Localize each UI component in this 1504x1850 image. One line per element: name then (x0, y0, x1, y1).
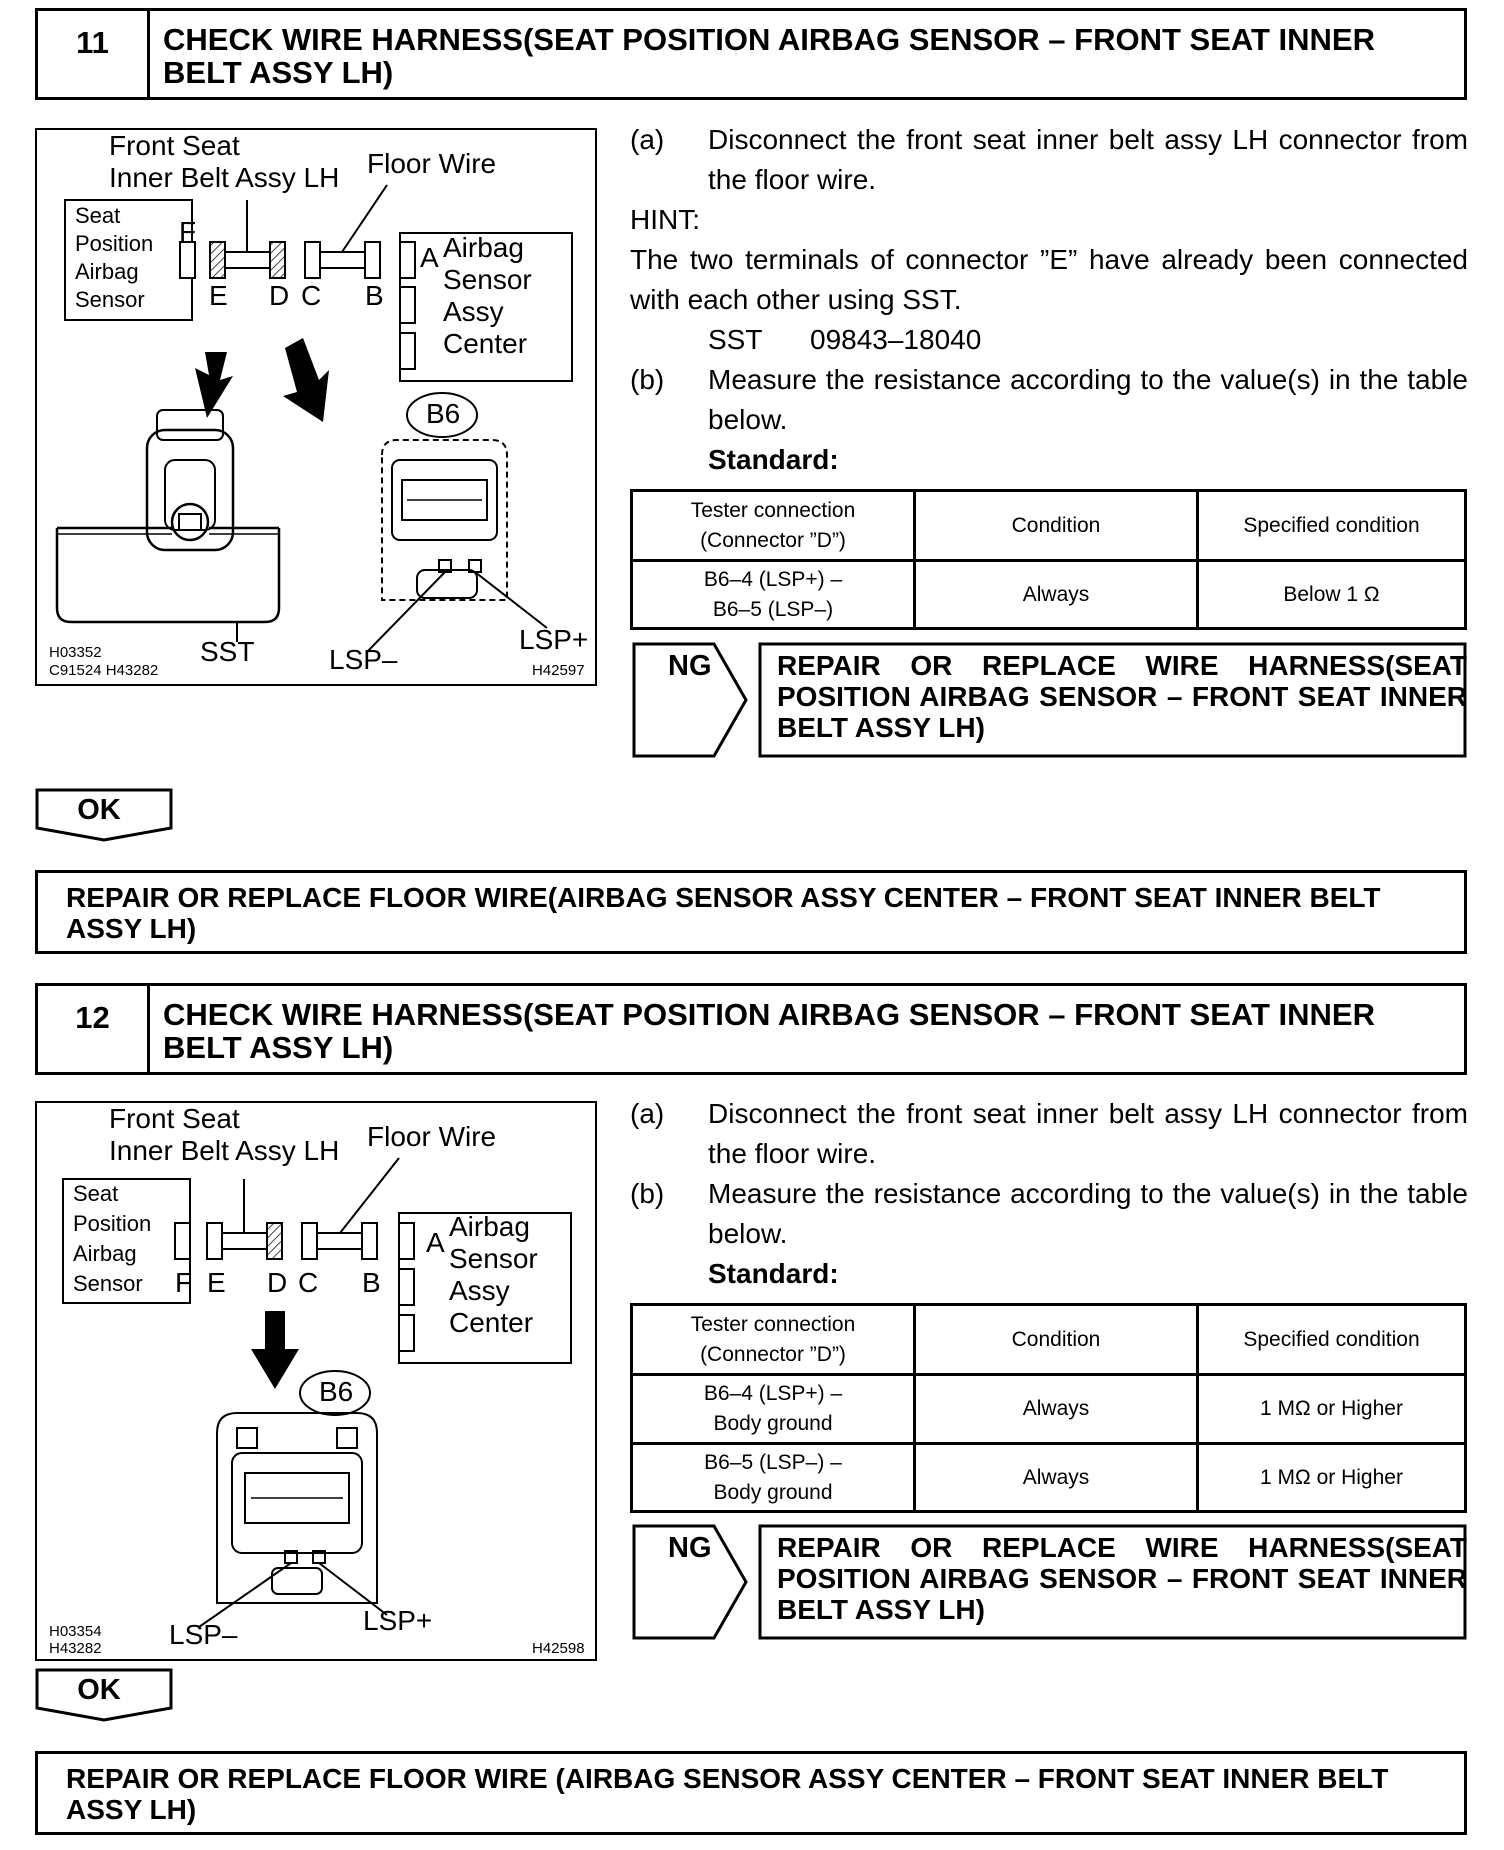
cell-spec: Below 1 Ω (1198, 561, 1466, 629)
ng-result-box (632, 642, 1467, 758)
cell-condition: Always (915, 1444, 1198, 1512)
step-11-figure (35, 128, 597, 686)
step-b-text: Measure the resistance according to the value(s) in the table below. (708, 364, 1468, 435)
label-floor-wire: Floor Wire (367, 148, 497, 179)
label-airbag-center: Airbag Sensor Assy Center (443, 232, 532, 359)
label-connector-b6: B6 (426, 398, 461, 429)
cell-connection: B6–4 (LSP+) – Body ground (632, 1375, 915, 1444)
step-title: CHECK WIRE HARNESS(SEAT POSITION AIRBAG SENSOR – FRONT SEAT INNER BELT ASSY LH) (163, 997, 1375, 1065)
ok-label: OK (77, 1674, 121, 1706)
ng-label: NG (668, 1532, 712, 1564)
step-a-label: (a) (630, 124, 665, 155)
step-title: CHECK WIRE HARNESS(SEAT POSITION AIRBAG SENSOR – FRONT SEAT INNER BELT ASSY LH) (163, 22, 1375, 90)
label-conn-c: C (301, 280, 322, 311)
step-12-header (35, 983, 1467, 1075)
label-conn-f: F (175, 1267, 193, 1298)
header-condition: Condition (915, 491, 1198, 561)
label-conn-c: C (298, 1267, 319, 1298)
header-specified: Specified condition (1198, 491, 1466, 561)
cell-spec: 1 MΩ or Higher (1198, 1444, 1466, 1512)
label-front-seat: Front Seat (109, 1103, 240, 1134)
label-lsp-minus: LSP– (329, 644, 398, 675)
spec-table (630, 1303, 1467, 1513)
figure-code: H03354 (49, 1623, 102, 1640)
label-conn-a: A (426, 1227, 445, 1258)
cell-condition: Always (915, 561, 1198, 629)
label-inner-belt: Inner Belt Assy LH (109, 162, 340, 193)
standard-label: Standard: (708, 1258, 839, 1289)
label-conn-d: D (267, 1267, 288, 1298)
label-conn-e: E (209, 280, 228, 311)
figure-code: H03352 (49, 644, 102, 661)
label-sst: SST (200, 636, 255, 667)
header-condition: Condition (915, 1305, 1198, 1375)
ok-indicator (35, 1668, 175, 1723)
ok-indicator (35, 788, 175, 843)
label-conn-e: E (207, 1267, 226, 1298)
table-row (632, 561, 1466, 629)
ng-result-box (632, 1524, 1467, 1640)
figure-code: H42598 (532, 1640, 585, 1657)
label-seat-sensor: Seat Position Airbag Sensor (73, 1181, 152, 1296)
label-seat-sensor: Seat Position Airbag Sensor (75, 203, 154, 312)
header-tester: Tester connection (Connector ”D”) (632, 491, 915, 561)
step-number: 11 (38, 11, 150, 97)
label-front-seat: Front Seat (109, 130, 240, 161)
sst-label: SST (708, 324, 763, 355)
ng-text: REPAIR OR REPLACE WIRE HARNESS(SEAT POSITION AIRBAG SENSOR – FRONT SEAT INNER BELT ASSY LH) (777, 650, 1467, 743)
table-header-row (632, 491, 1466, 561)
step-a-text: Disconnect the front seat inner belt assy LH connector from the floor wire. (708, 124, 1468, 195)
step-a-text: Disconnect the front seat inner belt assy LH connector from the floor wire. (708, 1098, 1468, 1169)
step-12-figure (35, 1101, 597, 1661)
label-conn-b: B (365, 280, 384, 311)
label-airbag-center: Airbag Sensor Assy Center (449, 1211, 538, 1338)
step-b-text: Measure the resistance according to the value(s) in the table below. (708, 1178, 1468, 1249)
cell-connection: B6–4 (LSP+) – B6–5 (LSP–) (632, 561, 915, 629)
ok-result-box (35, 1751, 1467, 1835)
header-tester: Tester connection (Connector ”D”) (632, 1305, 915, 1375)
step-a-label: (a) (630, 1098, 665, 1129)
table-row (632, 1444, 1466, 1512)
label-conn-a: A (420, 242, 439, 273)
label-floor-wire: Floor Wire (367, 1121, 497, 1152)
step-11-header (35, 8, 1467, 100)
step-number: 12 (38, 986, 150, 1072)
spec-table (630, 489, 1467, 630)
figure-code: C91524 H43282 (49, 662, 159, 679)
table-row (632, 1375, 1466, 1444)
ok-result-box (35, 870, 1467, 954)
ng-label: NG (668, 650, 712, 682)
label-lsp-minus: LSP– (169, 1619, 238, 1650)
ok-result-text: REPAIR OR REPLACE FLOOR WIRE (AIRBAG SENSOR ASSY CENTER – FRONT SEAT INNER BELT ASSY LH) (66, 1763, 1389, 1825)
figure-code: H43282 (49, 1640, 102, 1657)
standard-label: Standard: (708, 444, 839, 475)
label-connector-b6: B6 (319, 1376, 354, 1407)
label-conn-b: B (362, 1267, 381, 1298)
ng-text: REPAIR OR REPLACE WIRE HARNESS(SEAT POSITION AIRBAG SENSOR – FRONT SEAT INNER BELT ASSY LH) (777, 1532, 1467, 1625)
label-lsp-plus: LSP+ (519, 624, 589, 655)
cell-spec: 1 MΩ or Higher (1198, 1375, 1466, 1444)
label-lsp-plus: LSP+ (363, 1605, 433, 1636)
label-conn-d: D (269, 280, 290, 311)
step-b-label: (b) (630, 364, 665, 395)
table-header-row (632, 1305, 1466, 1375)
label-inner-belt: Inner Belt Assy LH (109, 1135, 340, 1166)
label-conn-f: F (179, 216, 197, 247)
ok-label: OK (77, 794, 121, 826)
cell-condition: Always (915, 1375, 1198, 1444)
figure-code: H42597 (532, 662, 585, 679)
step-b-label: (b) (630, 1178, 665, 1209)
sst-number: 09843–18040 (810, 324, 982, 355)
hint-label: HINT: (630, 204, 700, 235)
hint-text: The two terminals of connector ”E” have already been connected with each other using SST. (630, 244, 1468, 315)
cell-connection: B6–5 (LSP–) – Body ground (632, 1444, 915, 1512)
ok-result-text: REPAIR OR REPLACE FLOOR WIRE(AIRBAG SENSOR ASSY CENTER – FRONT SEAT INNER BELT ASSY LH) (66, 882, 1381, 944)
header-specified: Specified condition (1198, 1305, 1466, 1375)
